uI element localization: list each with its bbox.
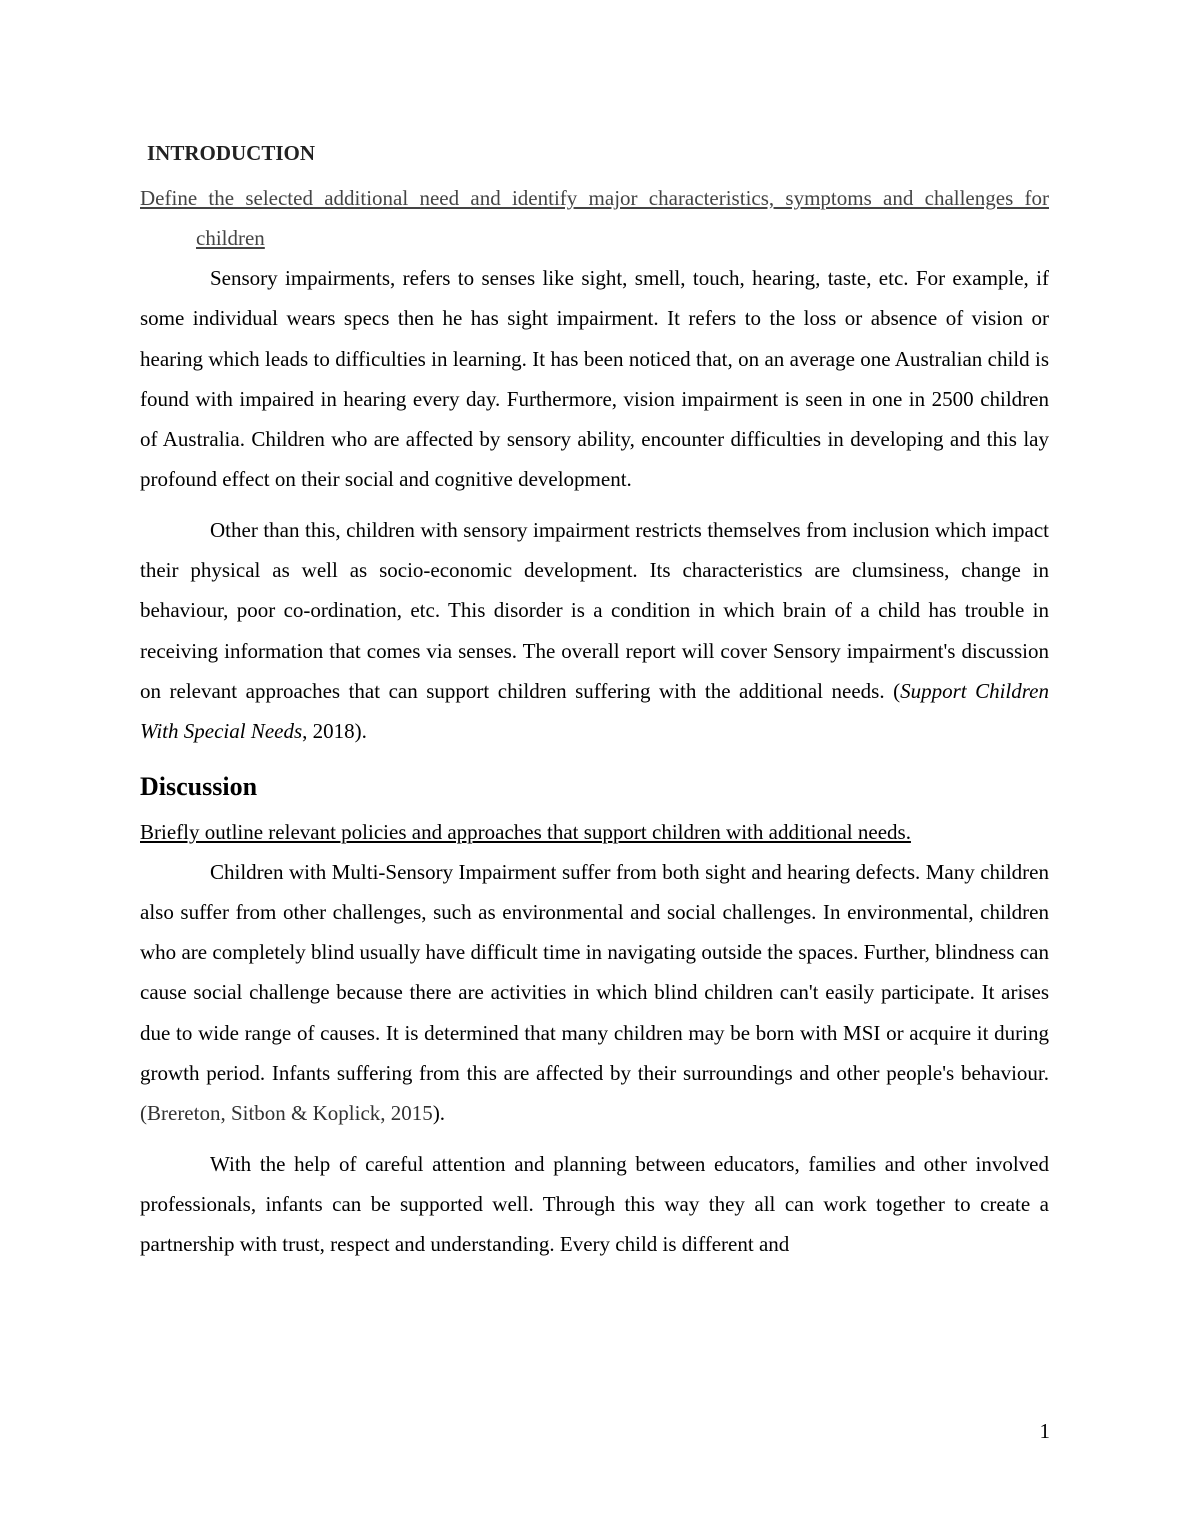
discussion-subheading: Briefly outline relevant policies and approaches that support children with additional needs. <box>140 819 911 844</box>
introduction-subheading: Define the selected additional need and identify major characteristics, symptoms and challenges for children <box>140 186 1049 250</box>
discussion-heading: Discussion <box>140 771 258 801</box>
page-number: 1 <box>1039 1419 1050 1443</box>
introduction-heading: INTRODUCTION <box>147 141 316 165</box>
page-content <box>140 138 1049 1265</box>
discussion-paragraph-1-text: Children with Multi-Sensory Impairment suffer from both sight and hearing defects. Many children also suffer from other challenges, such as environmental and social challenges. In environmental, children who are completely blind usually have difficult time in navigating outside the spaces. Further, blindness can cause social challenge because there are activities in which blind children can't easily participate. It arises due to wide range of causes. It is determined that many children may be born with MSI or acquire it during growth period. Infants suffering from this are affected by their surroundings and other people's behaviour. <box>140 859 1049 1086</box>
discussion-paragraph-1 <box>140 852 1049 1134</box>
citation-title: Support Children With Special Needs <box>140 678 1049 744</box>
citation-tail: , 2018). <box>302 719 367 744</box>
discussion-citation-tail: ). <box>432 1101 446 1126</box>
discussion-paragraph-2: With the help of careful attention and planning between educators, families and other involved professionals, infants can be supported well. Through this way they all can work together to create a partnership with trust, respect and understanding. Every child is different and <box>140 1151 1049 1257</box>
discussion-citation: (Brereton, Sitbon & Koplick, 2015 <box>140 1101 433 1126</box>
introduction-paragraph-2 <box>140 510 1049 752</box>
introduction-paragraph-2-text: Other than this, children with sensory impairment restricts themselves from inclusion which impact their physical as well as socio-economic development. Its characteristics are clumsiness, change in behaviour, poor co-ordination, etc. This disorder is a condition in which brain of a child has trouble in receiving information that comes via senses. The overall report will cover Sensory impairment's discussion on relevant approaches that can support children suffering with the additional needs. ( <box>140 517 1049 703</box>
introduction-paragraph-1: Sensory impairments, refers to senses like sight, smell, touch, hearing, taste, etc. For example, if some individual wears specs then he has sight impairment. It refers to the loss or absence of vision or hearing which leads to difficulties in learning. It has been noticed that, on an average one Australian child is found with impaired in hearing every day. Furthermore, vision impairment is seen in one in 2500 children of Australia. Children who are affected by sensory ability, encounter difficulties in developing and this lay profound effect on their social and cognitive development. <box>140 266 1049 492</box>
